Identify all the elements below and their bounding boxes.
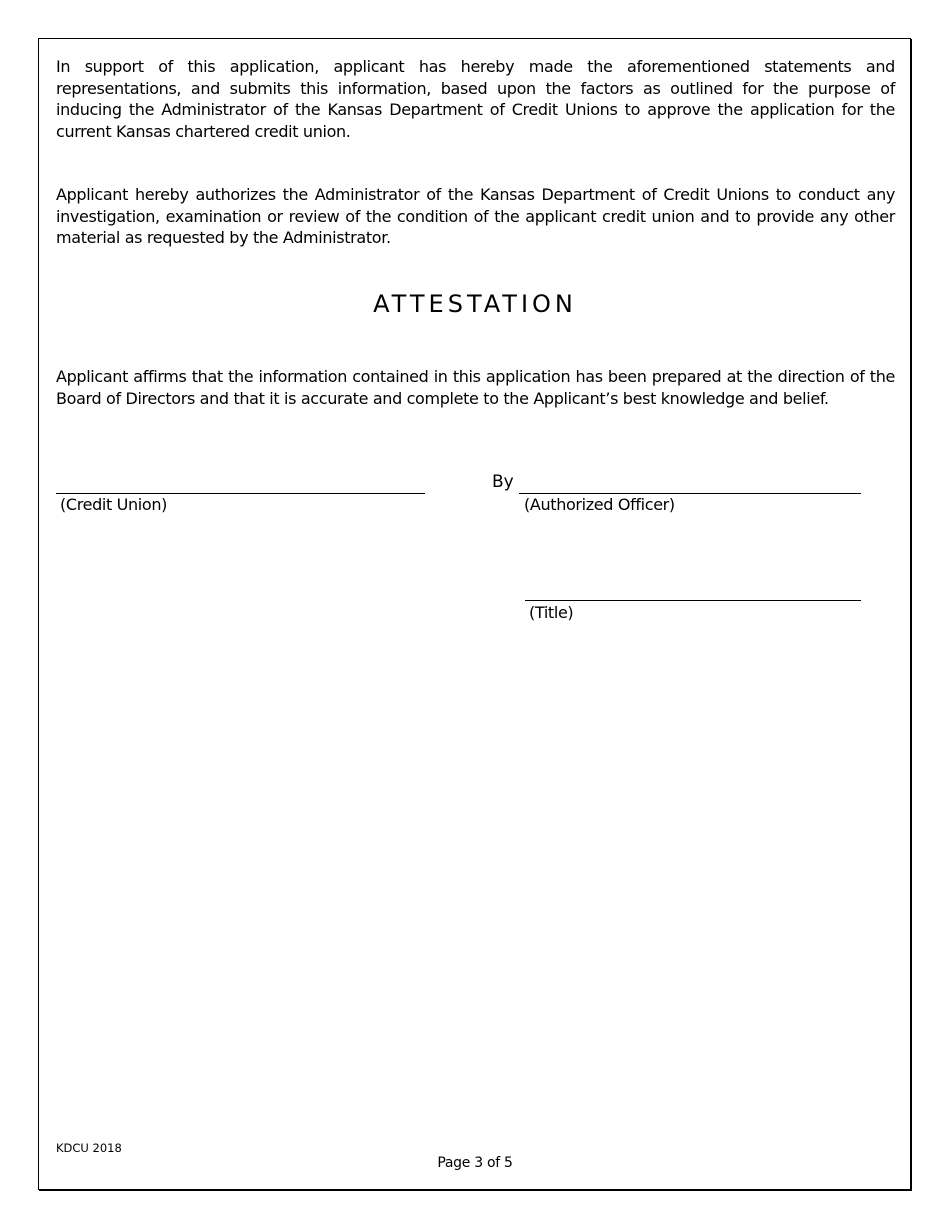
form-id: KDCU 2018 [56, 1141, 122, 1155]
attestation-heading: ATTESTATION [373, 290, 577, 318]
by-label: By [492, 472, 514, 492]
authorization-paragraph: Applicant hereby authorizes the Administrator of the Kansas Department of Credit Unions to conduct any investigation, examination or review of the condition of the applicant credit union and to provide any other material as requested by the Administrator. [56, 185, 895, 247]
affirmation-paragraph: Applicant affirms that the information contained in this application has been prepared at the direction of the Board of Directors and that it is accurate and complete to the Applicant’s best knowledge and belief. [56, 367, 895, 408]
support-paragraph: In support of this application, applicant has hereby made the aforementioned statements and representations, and submits this information, based upon the factors as outlined for the purpose of inducing the Administrator of the Kansas Department of Credit Unions to approve the application for the current Kansas chartered credit union. [56, 57, 895, 141]
credit-union-signature-line[interactable] [56, 493, 425, 494]
authorized-officer-signature-line[interactable] [519, 493, 861, 494]
title-label: (Title) [529, 603, 574, 622]
authorized-officer-label: (Authorized Officer) [524, 495, 675, 514]
page-number: Page 3 of 5 [437, 1155, 513, 1171]
title-signature-line[interactable] [525, 600, 861, 601]
credit-union-label: (Credit Union) [60, 495, 168, 514]
